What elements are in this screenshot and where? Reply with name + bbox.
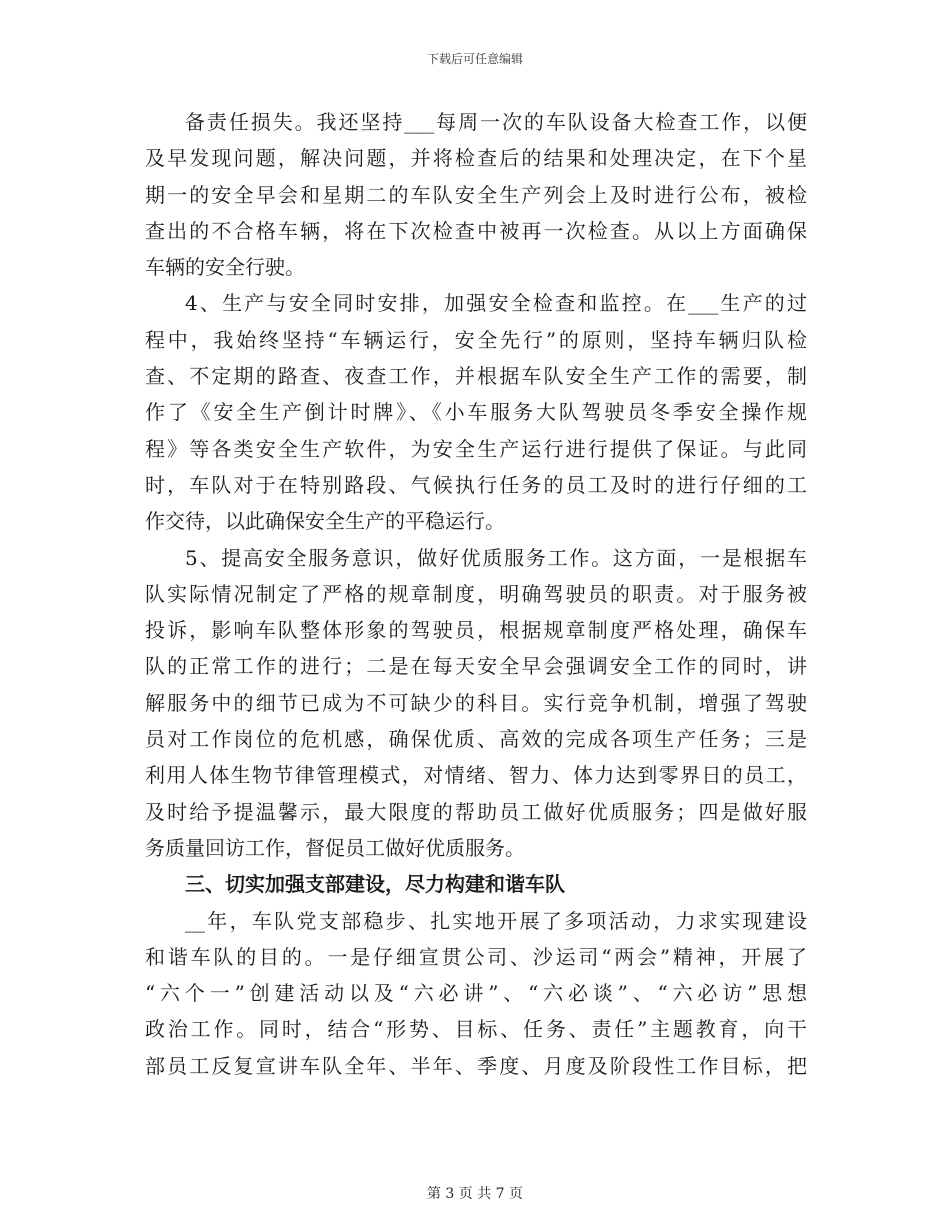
text-line: 利用人体生物节律管理模式，对情绪、智力、体力达到零界日的员工， — [145, 763, 807, 788]
page-footer: 第 3 页 共 7 页 — [426, 1186, 524, 1202]
text-line: 查、不定期的路查、夜查工作，并根据车队安全生产工作的需要，制 — [145, 364, 807, 389]
text-line: 4、生产与安全同时安排，加强安全检查和监控。在___生产的过 — [185, 291, 807, 316]
text-line: 程》等各类安全生产软件，为安全生产运行进行提供了保证。与此同 — [145, 436, 807, 461]
text-line: 及时给予提温馨示，最大限度的帮助员工做好优质服务；四是做好服 — [145, 799, 807, 824]
document-body — [145, 104, 807, 1084]
text-line: 车辆的安全行驶。 — [145, 255, 305, 280]
text-line: 作了《安全生产倒计时牌》、《小车服务大队驾驶员冬季安全操作规 — [145, 400, 807, 425]
text-line: 程中，我始终坚持“车辆运行，安全先行”的原则，坚持车辆归队检 — [145, 327, 807, 352]
page-header: 下载后可任意编辑 — [426, 52, 523, 66]
text-line: 备责任损失。我还坚持___每周一次的车队设备大检查工作，以便 — [185, 110, 807, 134]
text-line: 及早发现问题，解决问题，并将检查后的结果和处理决定，在下个星 — [145, 146, 807, 171]
text-line: 队的正常工作的进行；二是在每天安全早会强调安全工作的同时，讲 — [145, 654, 807, 679]
text-line: 投诉，影响车队整体形象的驾驶员，根据规章制度严格处理，确保车 — [145, 618, 807, 643]
text-line: __年，车队党支部稳步、扎实地开展了多项活动，力求实现建设 — [185, 908, 807, 933]
section-heading: 三、切实加强支部建设，尽力构建和谐车队 — [185, 872, 565, 897]
text-line: 期一的安全早会和星期二的车队安全生产列会上及时进行公布，被检 — [145, 182, 807, 207]
text-line: 部员工反复宣讲车队全年、半年、季度、月度及阶段性工作目标，把 — [145, 1053, 807, 1078]
text-line: 作交待，以此确保安全生产的平稳运行。 — [145, 509, 505, 534]
text-line: 解服务中的细节已成为不可缺少的科目。实行竞争机制，增强了驾驶 — [145, 690, 807, 715]
text-line: 员对工作岗位的危机感，确保优质、高效的完成各项生产任务；三是 — [145, 727, 807, 752]
text-line: 务质量回访工作，督促员工做好优质服务。 — [145, 835, 525, 860]
text-line: 5、提高安全服务意识，做好优质服务工作。这方面，一是根据车 — [185, 545, 807, 570]
text-line: 和谐车队的目的。一是仔细宣贯公司、沙运司“两会”精神，开展了 — [145, 944, 807, 969]
text-line: 查出的不合格车辆，将在下次检查中被再一次检查。从以上方面确保 — [145, 218, 807, 243]
text-line: 时，车队对于在特别路段、气候执行任务的员工及时的进行仔细的工 — [145, 472, 807, 497]
text-line: 政治工作。同时，结合“形势、目标、任务、责任”主题教育，向干 — [145, 1017, 807, 1042]
text-line: “六个一”创建活动以及“六必讲”、“六必谈”、“六必访”思想 — [145, 981, 807, 1006]
text-line: 队实际情况制定了严格的规章制度，明确驾驶员的职责。对于服务被 — [145, 581, 807, 606]
